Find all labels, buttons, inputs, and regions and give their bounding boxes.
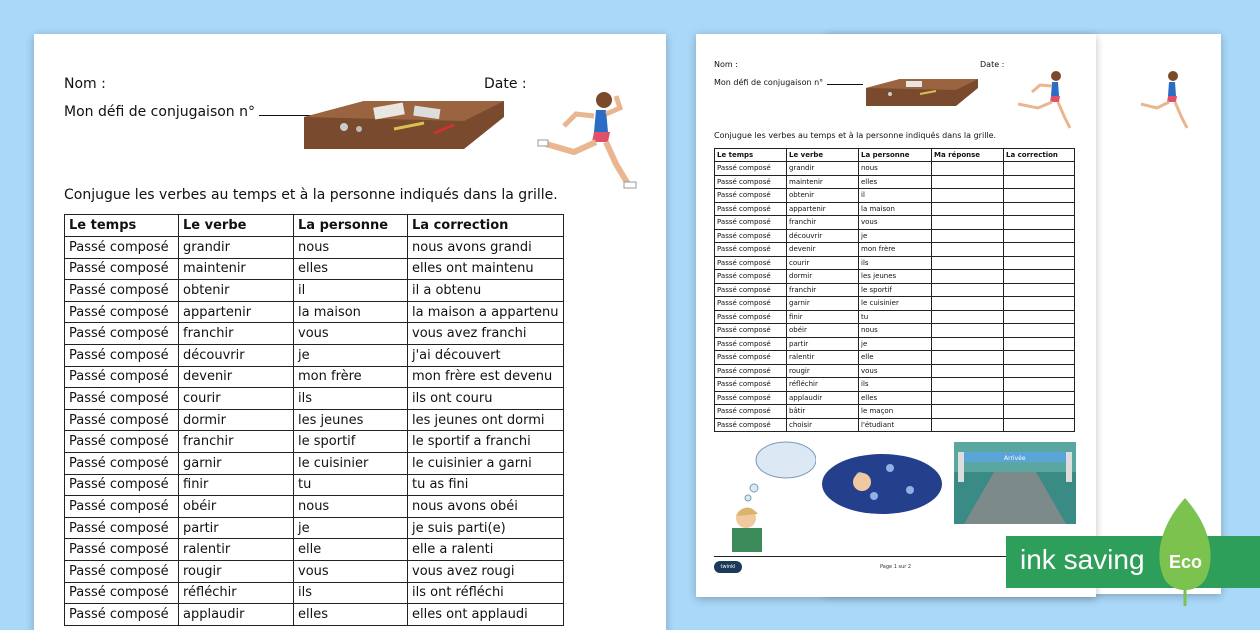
answer-cell[interactable]	[932, 297, 1004, 311]
table-cell: Passé composé	[65, 301, 179, 323]
finish-line-illustration	[954, 442, 1076, 524]
table-cell: obéir	[179, 496, 294, 518]
table-cell: garnir	[179, 452, 294, 474]
table-cell: le sportif	[859, 283, 932, 297]
table-cell: Passé composé	[65, 344, 179, 366]
table-cell: elle a ralenti	[408, 539, 564, 561]
table-cell: elle	[859, 351, 932, 365]
table-cell: vous	[294, 323, 408, 345]
header-personne: La personne	[294, 215, 408, 237]
table-cell: Passé composé	[65, 323, 179, 345]
answer-cell[interactable]	[932, 229, 1004, 243]
table-cell: appartenir	[179, 301, 294, 323]
table-cell: je suis parti(e)	[408, 517, 564, 539]
table-cell: nous avons grandi	[408, 237, 564, 259]
table-cell: obéir	[787, 324, 859, 338]
worksheet-exercise-page	[696, 34, 1096, 597]
answer-cell[interactable]	[932, 256, 1004, 270]
table-row	[65, 237, 564, 259]
table-cell: elles	[294, 604, 408, 626]
table-row	[65, 582, 564, 604]
table-cell: Passé composé	[715, 378, 787, 392]
table-cell: nous	[859, 324, 932, 338]
table-row	[715, 283, 1075, 297]
table-cell: rougir	[179, 560, 294, 582]
table-row	[715, 243, 1075, 257]
table-cell: il	[859, 189, 932, 203]
table-row	[715, 418, 1075, 432]
table-cell: Passé composé	[715, 216, 787, 230]
date-label: Date :	[484, 76, 527, 92]
table-cell: ils ont couru	[408, 388, 564, 410]
ink-saving-badge	[1006, 536, 1260, 588]
answer-cell	[1004, 297, 1075, 311]
table-cell: vous	[294, 560, 408, 582]
answer-cell	[1004, 324, 1075, 338]
table-row	[715, 337, 1075, 351]
table-row	[65, 431, 564, 453]
table-cell: bâtir	[787, 405, 859, 419]
front-challenge-blank	[827, 84, 863, 85]
table-cell: choisir	[787, 418, 859, 432]
table-row	[65, 560, 564, 582]
answer-cell	[1004, 337, 1075, 351]
table-row	[65, 301, 564, 323]
worksheet-correction-page	[34, 34, 666, 630]
table-cell: je	[859, 229, 932, 243]
table-cell: Passé composé	[715, 256, 787, 270]
table-cell: Passé composé	[715, 310, 787, 324]
table-cell: Passé composé	[65, 366, 179, 388]
table-cell: Passé composé	[715, 297, 787, 311]
table-cell: Passé composé	[715, 189, 787, 203]
table-cell: devenir	[179, 366, 294, 388]
table-cell: dormir	[787, 270, 859, 284]
table-row	[715, 364, 1075, 378]
answer-cell	[1004, 405, 1075, 419]
table-cell: Passé composé	[65, 604, 179, 626]
table-cell: applaudir	[787, 391, 859, 405]
table-row	[715, 270, 1075, 284]
table-row	[65, 344, 564, 366]
table-cell: la maison	[294, 301, 408, 323]
table-cell: maintenir	[787, 175, 859, 189]
ex-header-correction: La correction	[1004, 149, 1075, 162]
answer-cell[interactable]	[932, 270, 1004, 284]
table-row	[715, 310, 1075, 324]
correction-table	[64, 214, 564, 626]
finish-sign: Arrivée	[1004, 455, 1026, 462]
thinking-girl-illustration	[726, 438, 816, 552]
table-cell: Passé composé	[715, 364, 787, 378]
table-cell: elles	[859, 175, 932, 189]
table-cell: Passé composé	[65, 388, 179, 410]
answer-cell	[1004, 216, 1075, 230]
table-cell: franchir	[787, 216, 859, 230]
table-cell: nous avons obéi	[408, 496, 564, 518]
answer-cell	[1004, 189, 1075, 203]
table-cell: le cuisinier	[859, 297, 932, 311]
table-cell: le maçon	[859, 405, 932, 419]
table-cell: je	[859, 337, 932, 351]
table-cell: le sportif a franchi	[408, 431, 564, 453]
table-cell: vous avez franchi	[408, 323, 564, 345]
table-cell: elles	[294, 258, 408, 280]
table-cell: ralentir	[179, 539, 294, 561]
table-cell: Passé composé	[715, 391, 787, 405]
answer-cell	[1004, 378, 1075, 392]
table-cell: nous	[294, 496, 408, 518]
answer-cell[interactable]	[932, 364, 1004, 378]
answer-cell[interactable]	[932, 175, 1004, 189]
name-label: Nom :	[64, 76, 106, 92]
answer-cell[interactable]	[932, 189, 1004, 203]
answer-cell[interactable]	[932, 243, 1004, 257]
table-row	[715, 391, 1075, 405]
answer-cell[interactable]	[932, 337, 1004, 351]
answer-cell	[1004, 162, 1075, 176]
table-row	[715, 229, 1075, 243]
ex-header-reponse: Ma réponse	[932, 149, 1004, 162]
front-workbench-illustration	[866, 78, 978, 108]
ex-header-verbe: Le verbe	[787, 149, 859, 162]
runner-illustration	[524, 86, 644, 196]
header-verbe: Le verbe	[179, 215, 294, 237]
twinkl-logo: twinkl	[714, 561, 742, 573]
table-row	[715, 405, 1075, 419]
table-cell: mon frère	[294, 366, 408, 388]
table-cell: je	[294, 517, 408, 539]
back-runner-illustration	[1133, 68, 1193, 136]
table-cell: Passé composé	[715, 270, 787, 284]
table-cell: grandir	[787, 162, 859, 176]
ink-saving-text: ink saving	[1020, 544, 1145, 575]
table-cell: partir	[179, 517, 294, 539]
table-cell: Passé composé	[65, 452, 179, 474]
exercise-header-row	[715, 149, 1075, 162]
table-cell: les jeunes ont dormi	[408, 409, 564, 431]
table-cell: la maison	[859, 202, 932, 216]
table-cell: finir	[787, 310, 859, 324]
table-cell: Passé composé	[65, 431, 179, 453]
answer-cell[interactable]	[932, 162, 1004, 176]
table-cell: elles	[859, 391, 932, 405]
table-cell: finir	[179, 474, 294, 496]
table-row	[715, 202, 1075, 216]
table-cell: Passé composé	[65, 409, 179, 431]
table-cell: le sportif	[294, 431, 408, 453]
table-row	[715, 162, 1075, 176]
table-row	[715, 297, 1075, 311]
table-row	[715, 378, 1075, 392]
table-cell: Passé composé	[715, 202, 787, 216]
ex-header-personne: La personne	[859, 149, 932, 162]
table-cell: Passé composé	[715, 405, 787, 419]
table-cell: maintenir	[179, 258, 294, 280]
table-cell: Passé composé	[65, 237, 179, 259]
table-cell: le cuisinier a garni	[408, 452, 564, 474]
front-runner-illustration	[1004, 68, 1084, 136]
exercise-table	[714, 148, 1075, 432]
answer-cell	[1004, 310, 1075, 324]
table-cell: courir	[787, 256, 859, 270]
table-cell: le cuisinier	[294, 452, 408, 474]
answer-cell[interactable]	[932, 418, 1004, 432]
table-cell: appartenir	[787, 202, 859, 216]
challenge-label	[64, 104, 319, 120]
table-row	[65, 388, 564, 410]
table-row	[65, 539, 564, 561]
table-cell: la maison a appartenu	[408, 301, 564, 323]
answer-cell	[1004, 418, 1075, 432]
answer-cell[interactable]	[932, 378, 1004, 392]
table-row	[715, 216, 1075, 230]
table-cell: elle	[294, 539, 408, 561]
table-row	[65, 409, 564, 431]
table-cell: elles ont applaudi	[408, 604, 564, 626]
answer-cell	[1004, 229, 1075, 243]
answer-cell[interactable]	[932, 283, 1004, 297]
eco-leaf-icon	[1150, 496, 1220, 608]
table-cell: je	[294, 344, 408, 366]
table-cell: Passé composé	[715, 351, 787, 365]
front-name-label: Nom :	[714, 60, 738, 69]
answer-cell	[1004, 175, 1075, 189]
front-date-label: Date :	[980, 60, 1005, 69]
table-cell: Passé composé	[715, 337, 787, 351]
table-cell: vous avez rougi	[408, 560, 564, 582]
answer-cell[interactable]	[932, 351, 1004, 365]
answer-cell[interactable]	[932, 216, 1004, 230]
front-challenge-text: Mon défi de conjugaison n°	[714, 78, 824, 87]
table-cell: tu	[294, 474, 408, 496]
table-cell: Passé composé	[65, 517, 179, 539]
table-cell: applaudir	[179, 604, 294, 626]
table-row	[65, 258, 564, 280]
table-cell: tu as fini	[408, 474, 564, 496]
answer-cell	[1004, 351, 1075, 365]
table-cell: découvrir	[787, 229, 859, 243]
table-row	[715, 324, 1075, 338]
table-cell: Passé composé	[715, 324, 787, 338]
table-cell: les jeunes	[294, 409, 408, 431]
table-cell: Passé composé	[65, 496, 179, 518]
table-cell: ils	[294, 582, 408, 604]
front-instruction-text: Conjugue les verbes au temps et à la personne indiqués dans la grille.	[714, 131, 997, 140]
table-cell: ralentir	[787, 351, 859, 365]
table-header-row	[65, 215, 564, 237]
table-cell: rougir	[787, 364, 859, 378]
table-row	[65, 496, 564, 518]
answer-cell[interactable]	[932, 310, 1004, 324]
table-row	[715, 189, 1075, 203]
table-cell: Passé composé	[715, 283, 787, 297]
table-cell: ils	[859, 378, 932, 392]
table-cell: ils	[294, 388, 408, 410]
table-cell: il a obtenu	[408, 280, 564, 302]
table-cell: l'étudiant	[859, 418, 932, 432]
answer-cell	[1004, 202, 1075, 216]
table-cell: Passé composé	[65, 280, 179, 302]
instruction-text: Conjugue les verbes au temps et à la personne indiqués dans la grille.	[64, 187, 558, 203]
answer-cell[interactable]	[932, 324, 1004, 338]
table-cell: vous	[859, 216, 932, 230]
table-row	[65, 474, 564, 496]
answer-cell	[1004, 364, 1075, 378]
table-cell: franchir	[179, 323, 294, 345]
table-cell: Passé composé	[65, 539, 179, 561]
challenge-label-text: Mon défi de conjugaison n°	[64, 104, 255, 120]
answer-cell[interactable]	[932, 405, 1004, 419]
table-cell: courir	[179, 388, 294, 410]
table-row	[65, 366, 564, 388]
table-cell: Passé composé	[65, 582, 179, 604]
table-row	[715, 256, 1075, 270]
table-cell: découvrir	[179, 344, 294, 366]
answer-cell	[1004, 391, 1075, 405]
table-cell: obtenir	[787, 189, 859, 203]
table-cell: réfléchir	[179, 582, 294, 604]
table-cell: partir	[787, 337, 859, 351]
header-temps: Le temps	[65, 215, 179, 237]
table-cell: Passé composé	[715, 418, 787, 432]
table-cell: dormir	[179, 409, 294, 431]
table-cell: Passé composé	[715, 229, 787, 243]
table-cell: obtenir	[179, 280, 294, 302]
answer-cell	[1004, 283, 1075, 297]
table-cell: vous	[859, 364, 932, 378]
table-cell: grandir	[179, 237, 294, 259]
table-cell: elles ont maintenu	[408, 258, 564, 280]
sleeping-illustration	[820, 446, 944, 516]
table-cell: Passé composé	[65, 560, 179, 582]
page-number: Page 1 sur 2	[880, 564, 912, 570]
table-cell: franchir	[179, 431, 294, 453]
table-row	[65, 323, 564, 345]
table-cell: ils ont réfléchi	[408, 582, 564, 604]
table-cell: j'ai découvert	[408, 344, 564, 366]
table-cell: Passé composé	[65, 258, 179, 280]
front-challenge-label	[714, 78, 863, 87]
table-row	[65, 452, 564, 474]
workbench-illustration	[304, 99, 504, 154]
header-correction: La correction	[408, 215, 564, 237]
ex-header-temps: Le temps	[715, 149, 787, 162]
table-cell: Passé composé	[715, 175, 787, 189]
table-cell: nous	[294, 237, 408, 259]
table-cell: nous	[859, 162, 932, 176]
answer-cell[interactable]	[932, 202, 1004, 216]
table-row	[715, 351, 1075, 365]
table-row	[715, 175, 1075, 189]
eco-text: Eco	[1169, 552, 1203, 572]
table-cell: Passé composé	[65, 474, 179, 496]
table-cell: Passé composé	[715, 243, 787, 257]
table-row	[65, 517, 564, 539]
table-cell: les jeunes	[859, 270, 932, 284]
answer-cell	[1004, 270, 1075, 284]
answer-cell	[1004, 256, 1075, 270]
table-cell: mon frère est devenu	[408, 366, 564, 388]
table-cell: franchir	[787, 283, 859, 297]
table-cell: il	[294, 280, 408, 302]
table-cell: ils	[859, 256, 932, 270]
table-row	[65, 280, 564, 302]
table-cell: garnir	[787, 297, 859, 311]
table-cell: tu	[859, 310, 932, 324]
table-cell: mon frère	[859, 243, 932, 257]
answer-cell[interactable]	[932, 391, 1004, 405]
table-cell: devenir	[787, 243, 859, 257]
answer-cell	[1004, 243, 1075, 257]
table-cell: Passé composé	[715, 162, 787, 176]
table-cell: réfléchir	[787, 378, 859, 392]
table-row	[65, 604, 564, 626]
